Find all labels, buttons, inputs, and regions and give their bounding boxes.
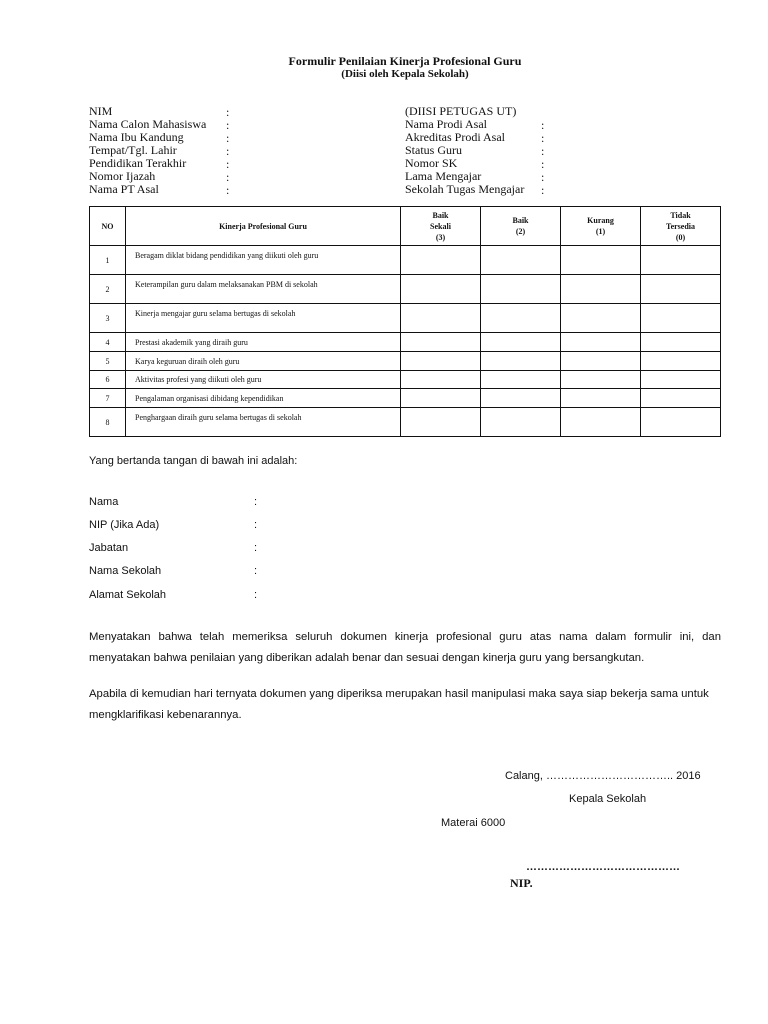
statement-line: Apabila di kemudian hari ternyata dokumen yang diperiksa merupakan hasil manipulasi maka saya siap bekerja sama untuk [89, 688, 709, 700]
field-colon: : [541, 118, 545, 132]
field-colon: : [226, 144, 230, 158]
score-cell-2[interactable] [481, 246, 561, 275]
row-description: Keterampilan guru dalam melaksanakan PBM di sekolah [126, 275, 401, 304]
row-number: 3 [90, 304, 126, 333]
field-colon: : [226, 170, 230, 184]
statement-line: menyatakan bahwa penilaian yang diberikan adalah benar dan sesuai dengan kinerja guru yang bersangkutan. [89, 652, 645, 664]
field-label-prodi-asal: Nama Prodi Asal [405, 117, 487, 131]
col-header-tidak-tersedia: Tidak Tersedia (0) [641, 207, 721, 246]
right-fields-heading: (DIISI PETUGAS UT) [405, 104, 517, 118]
col-header-baik-sekali: Baik Sekali (3) [401, 207, 481, 246]
score-cell-2[interactable] [481, 389, 561, 408]
statement-line: Menyatakan bahwa telah memeriksa seluruh dokumen kinerja profesional guru atas nama dalam formulir ini, dan [89, 631, 721, 643]
score-cell-1[interactable] [561, 371, 641, 389]
field-label-pendidikan: Pendidikan Terakhir [89, 156, 187, 170]
score-cell-0[interactable] [641, 408, 721, 437]
score-cell-3[interactable] [401, 275, 481, 304]
row-description: Pengalaman organisasi dibidang kependidikan [126, 389, 401, 408]
score-cell-2[interactable] [481, 352, 561, 371]
score-cell-0[interactable] [641, 352, 721, 371]
score-cell-2[interactable] [481, 275, 561, 304]
table-header-row [90, 207, 721, 246]
signer-role: Kepala Sekolah [569, 793, 647, 805]
score-cell-2[interactable] [481, 371, 561, 389]
row-description: Prestasi akademik yang diraih guru [126, 333, 401, 352]
row-number: 1 [90, 246, 126, 275]
row-description: Karya keguruan diraih oleh guru [126, 352, 401, 371]
score-cell-3[interactable] [401, 333, 481, 352]
signer-intro: Yang bertanda tangan di bawah ini adalah: [89, 455, 298, 467]
field-colon: : [541, 131, 545, 145]
table-row [90, 304, 721, 333]
score-cell-3[interactable] [401, 304, 481, 333]
field-label-ijazah: Nomor Ijazah [89, 169, 156, 183]
row-number: 4 [90, 333, 126, 352]
score-cell-1[interactable] [561, 389, 641, 408]
field-colon: : [254, 589, 258, 601]
signer-label-alamat: Alamat Sekolah [89, 589, 167, 601]
table-row [90, 389, 721, 408]
materai-label: Materai 6000 [441, 817, 506, 829]
score-cell-0[interactable] [641, 389, 721, 408]
row-description: Penghargaan diraih guru selama bertugas di sekolah [126, 408, 401, 437]
score-cell-0[interactable] [641, 246, 721, 275]
place-date: Calang, …………………………….. 2016 [505, 770, 701, 782]
field-colon: : [226, 118, 230, 132]
field-colon: : [226, 105, 230, 119]
field-label-ibu-kandung: Nama Ibu Kandung [89, 130, 184, 144]
row-number: 2 [90, 275, 126, 304]
field-label-nim: NIM [89, 104, 113, 118]
field-colon: : [541, 144, 545, 158]
field-colon: : [226, 157, 230, 171]
table-row [90, 333, 721, 352]
score-cell-3[interactable] [401, 389, 481, 408]
field-colon: : [254, 565, 258, 577]
field-colon: : [226, 183, 230, 197]
signer-label-jabatan: Jabatan [89, 542, 129, 554]
row-number: 6 [90, 371, 126, 389]
field-colon: : [541, 157, 545, 171]
field-colon: : [226, 131, 230, 145]
form-subtitle: (Diisi oleh Kepala Sekolah) [341, 68, 469, 80]
signer-label-nama-sekolah: Nama Sekolah [89, 565, 162, 577]
score-cell-2[interactable] [481, 408, 561, 437]
statement-paragraph-1 [89, 627, 721, 669]
row-number: 8 [90, 408, 126, 437]
statement-line: mengklarifikasi kebenarannya. [89, 709, 242, 721]
score-cell-1[interactable] [561, 275, 641, 304]
table-row [90, 246, 721, 275]
field-label-lama-mengajar: Lama Mengajar [405, 169, 482, 183]
field-label-ttl: Tempat/Tgl. Lahir [89, 143, 177, 157]
signer-label-nip: NIP (Jika Ada) [89, 519, 160, 531]
row-number: 7 [90, 389, 126, 408]
row-number: 5 [90, 352, 126, 371]
table-row [90, 275, 721, 304]
field-colon: : [254, 542, 258, 554]
score-cell-0[interactable] [641, 333, 721, 352]
col-header-kurang: Kurang (1) [561, 207, 641, 246]
assessment-table [89, 206, 721, 437]
score-cell-3[interactable] [401, 246, 481, 275]
field-label-akreditas: Akreditas Prodi Asal [405, 130, 505, 144]
score-cell-0[interactable] [641, 275, 721, 304]
table-row [90, 352, 721, 371]
field-label-status-guru: Status Guru [405, 143, 462, 157]
table-row [90, 371, 721, 389]
score-cell-3[interactable] [401, 371, 481, 389]
statement-paragraph-2 [89, 684, 721, 726]
score-cell-3[interactable] [401, 352, 481, 371]
score-cell-1[interactable] [561, 246, 641, 275]
form-title: Formulir Penilaian Kinerja Profesional Guru [288, 54, 522, 68]
score-cell-3[interactable] [401, 408, 481, 437]
signature-line: …………………………………… [526, 861, 680, 873]
field-colon: : [541, 183, 545, 197]
score-cell-0[interactable] [641, 371, 721, 389]
col-header-kinerja: Kinerja Profesional Guru [126, 207, 401, 246]
field-colon: : [541, 170, 545, 184]
col-header-baik: Baik (2) [481, 207, 561, 246]
row-description: Aktivitas profesi yang diikuti oleh guru [126, 371, 401, 389]
field-colon: : [254, 496, 258, 508]
field-label-nomor-sk: Nomor SK [405, 156, 458, 170]
score-cell-1[interactable] [561, 304, 641, 333]
signer-label-nama: Nama [89, 496, 119, 508]
field-label-sekolah-tugas: Sekolah Tugas Mengajar [405, 182, 525, 196]
score-cell-1[interactable] [561, 408, 641, 437]
nip-label: NIP. [510, 876, 533, 890]
col-header-no: NO [90, 207, 126, 246]
score-cell-2[interactable] [481, 333, 561, 352]
field-colon: : [254, 519, 258, 531]
row-description: Beragam diklat bidang pendidikan yang diikuti oleh guru [126, 246, 401, 275]
row-description: Kinerja mengajar guru selama bertugas di sekolah [126, 304, 401, 333]
field-label-nama-calon: Nama Calon Mahasiswa [89, 117, 207, 131]
field-label-pt-asal: Nama PT Asal [89, 182, 159, 196]
score-cell-2[interactable] [481, 304, 561, 333]
table-row [90, 408, 721, 437]
score-cell-0[interactable] [641, 304, 721, 333]
score-cell-1[interactable] [561, 333, 641, 352]
score-cell-1[interactable] [561, 352, 641, 371]
